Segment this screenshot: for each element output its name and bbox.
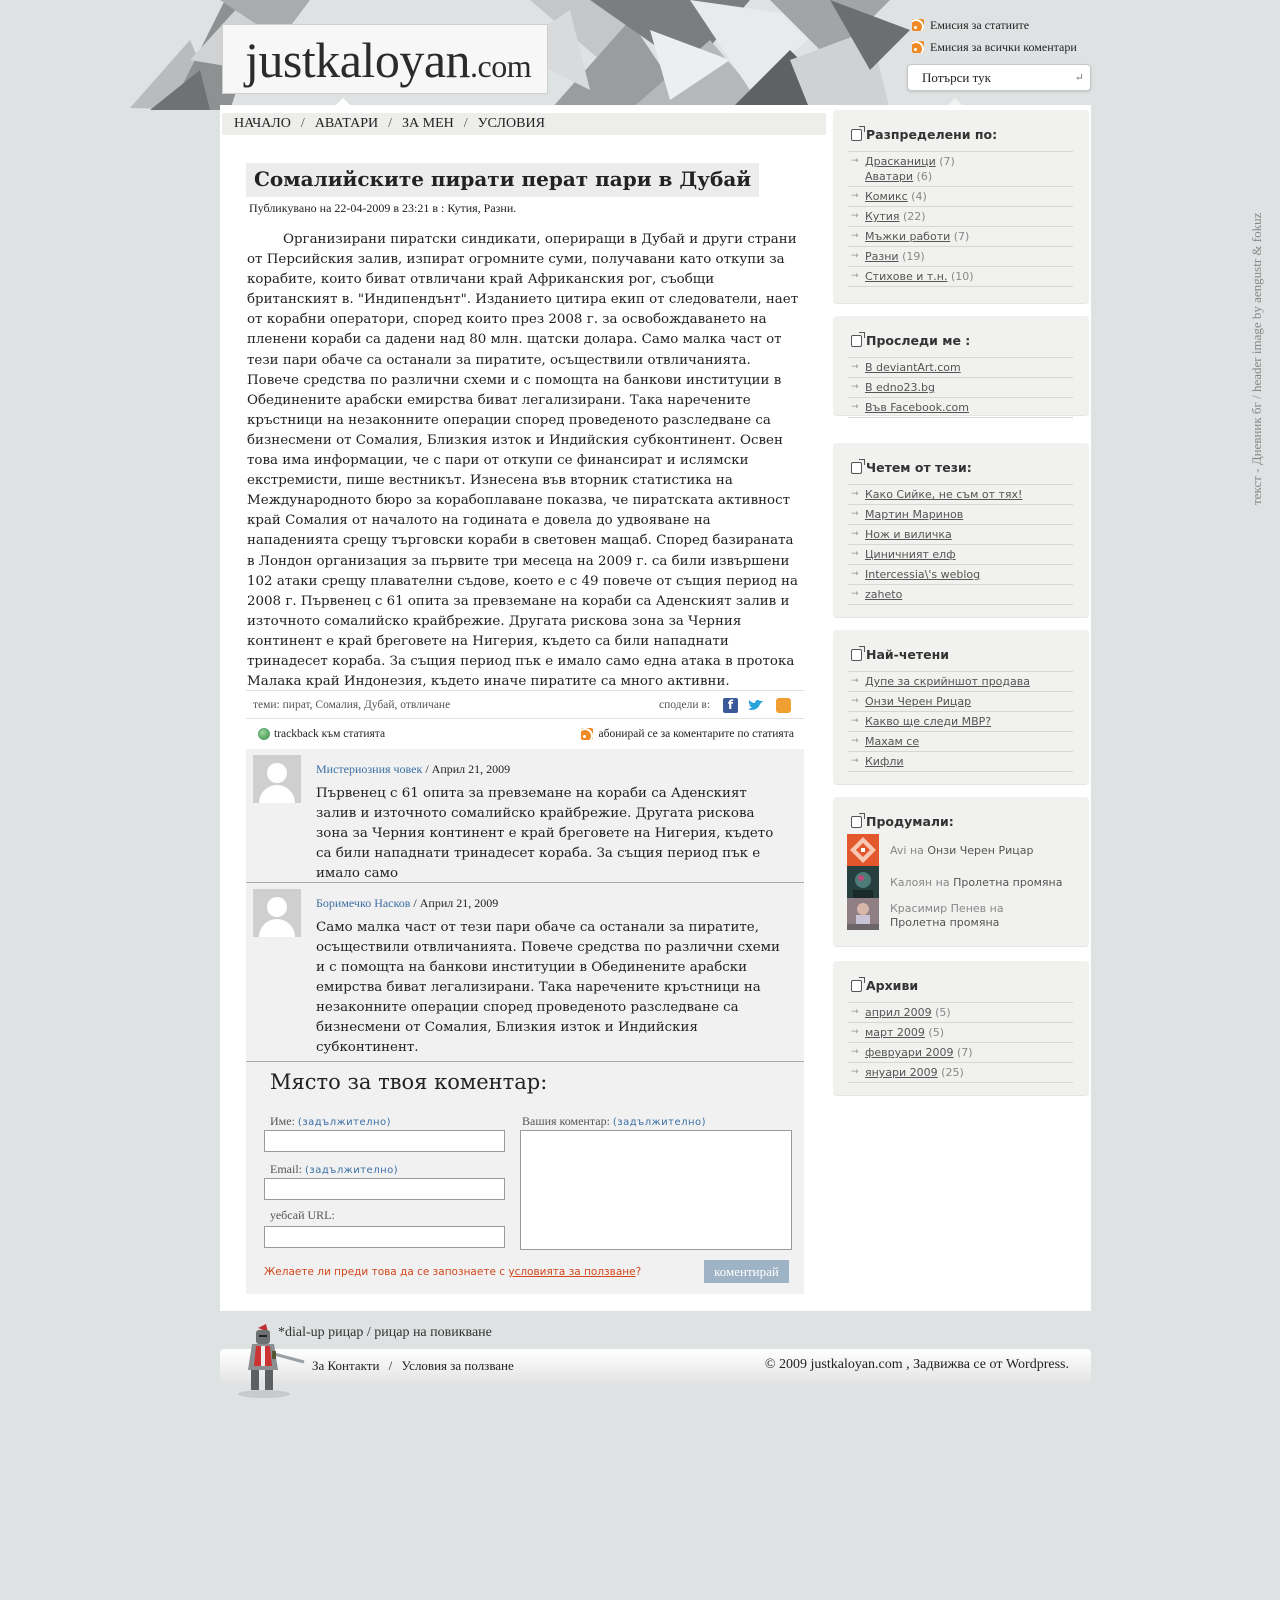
category-item <box>848 227 1073 247</box>
blogroll-list <box>848 484 1073 605</box>
trackback-label: trackback към статията <box>274 728 386 740</box>
comment-date: / Април 21, 2009 <box>422 762 511 776</box>
comment-form <box>246 1062 804 1294</box>
popular-item <box>848 692 1073 712</box>
name-label <box>270 1114 391 1129</box>
category-link[interactable]: Мъжки работи <box>865 230 951 243</box>
archive-link[interactable]: април 2009 <box>865 1006 932 1019</box>
recent-comment-author: Красимир Пенев <box>890 902 987 915</box>
popular-item <box>848 712 1073 732</box>
widget-title-text: Разпределени по: <box>866 127 998 142</box>
recent-comment-text <box>890 876 1080 890</box>
archive-count: (7) <box>953 1046 973 1059</box>
follow-widget <box>833 316 1089 416</box>
name-label-text: Име: <box>270 1114 295 1128</box>
required-note: (задължително) <box>297 1117 392 1128</box>
categories-list <box>848 151 1073 287</box>
category-count: (7) <box>950 230 970 243</box>
archive-count: (25) <box>937 1066 964 1079</box>
post-title: Сомалийските пирати перат пари в Дубай <box>246 163 759 197</box>
popular-item <box>848 732 1073 752</box>
archive-link[interactable]: март 2009 <box>865 1026 925 1039</box>
blogroll-item <box>848 565 1073 585</box>
blogroll-link[interactable]: Циничният елф <box>865 548 956 561</box>
widget-icon <box>851 816 862 828</box>
blogroll-item <box>848 585 1073 605</box>
recent-comment-author: Avi <box>890 844 907 857</box>
recent-comment-item <box>847 898 1077 930</box>
category-count: (6) <box>913 170 933 183</box>
widget-title-text: Най-четени <box>866 647 950 662</box>
category-count: (22) <box>899 210 926 223</box>
recent-comment-item <box>847 834 1077 866</box>
terms-suffix: ? <box>635 1266 642 1278</box>
share-label: сподели в: <box>659 699 711 711</box>
comments-feed-label: Емисия за всички коментари <box>930 39 1077 54</box>
widget-title <box>851 460 972 475</box>
archive-item <box>848 1023 1073 1043</box>
popular-link[interactable]: Дупе за скрийншот продава <box>865 675 1030 688</box>
blogroll-widget <box>833 443 1089 618</box>
widget-title <box>851 127 997 142</box>
comment-author-link[interactable]: Мистериозния човек <box>316 762 423 776</box>
recent-comment-text <box>890 902 1080 930</box>
url-field[interactable] <box>264 1226 505 1248</box>
category-item <box>848 247 1073 267</box>
email-label <box>270 1162 398 1177</box>
post-tags-bar <box>246 690 804 719</box>
category-link[interactable]: Разни <box>865 250 899 263</box>
facebook-icon[interactable]: f <box>723 698 738 713</box>
rss-icon <box>912 41 924 53</box>
nav-separator: / <box>463 116 468 131</box>
recent-comment-author: Калоян <box>890 876 933 889</box>
post-body: Организирани пиратски синдикати, опериращи в Дубай и други страни от Персийския залив, изпират огромните суми, получавани като откупи за корабите, които биват отвличани край Африканския рог, съобщи британският в. "Индипендънт". Изданието цитира екип от следователи, нает от корабни оператори, според които през 2008 г. за освобождаването на пленени кораби са дадени над 80 млн. щатски долара. Само малка част от тези пари обаче са останали за пиратите, осъществили отвличанията. Повече средства по различни схеми и с помощта на банкови институции в Обединените арабски емирства биват легализирани. Така наречените кръстници на незаконните операции според проведеното разследване са бизнесмени от Сомалия, Близкия изток и Индийския субконтинент. Освен това има информации, че с пари от откупи се финансират и ислямски екстремисти, пише вестникът. Изнесена във вторник статистика на Международното бюро за корабоплаване показва, че пиратската активност край Сомалия от началото на годината е довела до удвояване на нападенията срещу търговски кораби в световен мащаб. Според базираната в Лондон организация за първите три месеца на 2009 г. са били извършени 102 атаки срещу плавателни съдове, което е с 49 повече от същия период на 2008 г. Първенец с 61 опита за превземане на кораби са Аденският залив и източното сомалийско крайбрежие. Другата рискова зона за Черния континент е край бреговете на Нигерия, където са били нападнати тринадесет кораба. За същия период пък е имало само една атака в протока Малака край Индонезия, където иначе пиратите са много активни. <box>247 232 799 690</box>
nav-about[interactable]: ЗА МЕН <box>402 116 454 131</box>
widget-icon <box>851 980 862 992</box>
popular-item <box>848 672 1073 692</box>
category-item <box>848 187 1073 207</box>
url-label: уебсай URL: <box>270 1208 335 1222</box>
widget-title-text: Архиви <box>866 978 919 993</box>
feed-links <box>912 14 1077 58</box>
follow-list <box>848 357 1073 418</box>
widget-title-text: Проследи ме : <box>866 333 971 348</box>
follow-item <box>848 398 1073 418</box>
copyright: © 2009 justkaloyan.com , Задвижва се от Wordpress. <box>764 1357 1069 1372</box>
blogroll-link[interactable]: Нож и виличка <box>865 528 952 541</box>
footer-note: *dial-up рицар / рицар на повикване <box>278 1325 492 1340</box>
terms-of-use-link[interactable]: Условия за ползване <box>401 1358 514 1373</box>
terms-link[interactable]: условията за ползване <box>508 1266 636 1278</box>
recent-comment-item <box>847 866 1077 898</box>
commenter-avatar <box>847 866 879 898</box>
blogroll-link[interactable]: Како Сийке, не съм от тях! <box>865 488 1023 501</box>
recent-comment-post-link[interactable]: Пролетна промяна <box>890 916 1000 929</box>
logo-pointer <box>336 98 350 105</box>
archive-count: (5) <box>931 1006 951 1019</box>
post-meta: Публикувано на 22-04-2009 в 23:21 в : Кутия, Разни. <box>249 201 517 215</box>
trackback-link[interactable] <box>258 728 385 740</box>
blogroll-link[interactable]: Мартин Маринов <box>865 508 964 521</box>
twitter-icon[interactable] <box>747 698 762 713</box>
popular-link[interactable]: Махам се <box>865 735 920 748</box>
nav-avatars[interactable]: АВАТАРИ <box>314 116 379 131</box>
post-tags[interactable]: теми: пират, Сомалия, Дубай, отвличане <box>253 699 451 711</box>
globe-icon <box>258 728 270 740</box>
category-link[interactable]: Комикс <box>865 190 908 203</box>
category-link[interactable]: Драсканици <box>865 155 936 168</box>
required-note: (задължително) <box>305 1165 399 1176</box>
category-count: (19) <box>898 250 925 263</box>
search-input[interactable] <box>922 70 1072 86</box>
comment-header <box>316 762 510 777</box>
blogroll-item <box>848 485 1073 505</box>
search-pointer <box>948 98 962 105</box>
category-link[interactable]: Стихове и т.н. <box>865 270 948 283</box>
blogroll-link[interactable]: zaheto <box>865 588 903 601</box>
widget-icon <box>851 335 862 347</box>
enter-icon[interactable]: ↵ <box>1074 71 1084 84</box>
category-item <box>848 267 1073 287</box>
terms-notice <box>264 1266 641 1278</box>
comment-label <box>522 1114 706 1129</box>
archive-count: (5) <box>924 1026 944 1039</box>
widget-title-text: Продумали: <box>866 814 954 829</box>
comment-textarea[interactable] <box>520 1130 792 1250</box>
email-label-text: Email: <box>270 1162 302 1176</box>
popular-link[interactable]: Кифли <box>865 755 904 768</box>
archive-item <box>848 1063 1073 1083</box>
popular-item <box>848 752 1073 772</box>
comments-list <box>246 749 804 1062</box>
archives-widget <box>833 961 1089 1096</box>
submit-comment-button[interactable]: коментирай <box>704 1260 789 1283</box>
archive-item <box>848 1043 1073 1063</box>
comments-feed-link[interactable] <box>912 36 1077 58</box>
comment-item <box>246 749 804 883</box>
blogroll-item <box>848 505 1073 525</box>
form-title: Място за твоя коментар: <box>270 1070 548 1094</box>
category-count: (7) <box>935 155 955 168</box>
recent-comment-on: на <box>906 844 928 857</box>
category-item <box>848 152 1073 187</box>
follow-link[interactable]: Във Facebook.com <box>865 401 969 414</box>
subcategory-item <box>865 168 1073 183</box>
blogroll-item <box>848 545 1073 565</box>
recent-comment-post-link[interactable]: Пролетна промяна <box>953 876 1063 889</box>
widget-title <box>851 333 970 348</box>
comment-date: / Април 21, 2009 <box>410 896 499 910</box>
rss-icon <box>912 19 924 31</box>
follow-item <box>848 358 1073 378</box>
name-field[interactable] <box>264 1130 505 1152</box>
category-item <box>848 207 1073 227</box>
popular-list <box>848 671 1073 772</box>
comment-text: Само малка част от тези пари обаче са останали за пиратите, осъществили отвличанията. Повече средства по различни схеми и с помощта на банкови институции в Обединените арабски емирства биват легализирани. Така наречените кръстници на незаконните операции според проведеното разследване са бизнесмени от Сомалия, Близкия изток и Индийския субконтинент. <box>316 920 780 1055</box>
recent-comment-post-link[interactable]: Онзи Черен Рицар <box>927 844 1034 857</box>
widget-title <box>851 978 918 993</box>
side-credits: текст - Дневник бг / header image by aengustr & fokuz <box>1249 212 1264 505</box>
archive-link[interactable]: февруари 2009 <box>865 1046 954 1059</box>
terms-prefix: Желаете ли преди това да се запознаете с <box>264 1266 509 1278</box>
category-link[interactable]: Кутия <box>865 210 900 223</box>
logo-text: justkaloyan.com <box>245 32 532 88</box>
footer-bar <box>220 1349 1091 1383</box>
nav-separator: / <box>388 116 393 131</box>
widget-icon <box>851 462 862 474</box>
rss-icon <box>581 728 593 740</box>
recent-comment-text <box>890 844 1080 858</box>
comment-label-text: Вашия коментар: <box>522 1114 610 1128</box>
comment-text: Първенец с 61 опита за превземане на кораби са Аденският залив и източното сомалийско крайбрежие. Другата рискова зона за Черния континент е край бреговете на Нигерия, където са били нападнати тринадесет кораба. За същия период пък е имало само <box>316 786 774 881</box>
comment-item <box>246 883 804 1062</box>
widget-icon <box>851 649 862 661</box>
blogroll-item <box>848 525 1073 545</box>
subscribe-label: абонирай се за коментарите по статията <box>598 728 794 740</box>
widget-title <box>851 814 954 829</box>
recent-comments-widget <box>833 797 1089 947</box>
comment-header <box>316 896 498 911</box>
archives-list <box>848 1002 1073 1083</box>
posts-feed-link[interactable] <box>912 14 1077 36</box>
nav-terms[interactable]: УСЛОВИЯ <box>477 116 545 131</box>
widget-title-text: Четем от тези: <box>866 460 972 475</box>
blogroll-link[interactable]: Intercessia\'s weblog <box>865 568 981 581</box>
popular-widget <box>833 630 1089 785</box>
subscribe-comments-link[interactable] <box>581 728 795 740</box>
contacts-link[interactable]: За Контакти <box>312 1358 380 1373</box>
follow-link[interactable]: В edno23.bg <box>865 381 935 394</box>
popular-link[interactable]: Онзи Черен Рицар <box>865 695 972 708</box>
category-count: (10) <box>947 270 974 283</box>
search-box <box>907 64 1091 91</box>
category-count: (4) <box>907 190 927 203</box>
footer-links <box>312 1358 514 1374</box>
categories-widget <box>833 110 1089 304</box>
required-note: (задължително) <box>612 1117 707 1128</box>
commenter-avatar <box>847 834 879 866</box>
recent-comment-on: на <box>986 902 1004 915</box>
avatar <box>253 755 301 803</box>
site-logo[interactable] <box>222 24 548 94</box>
nav-separator: / <box>300 116 305 131</box>
archive-link[interactable]: януари 2009 <box>865 1066 938 1079</box>
category-link[interactable]: Аватари <box>865 170 914 183</box>
popular-link[interactable]: Какво ще следи МВР? <box>865 715 992 728</box>
widget-icon <box>851 129 862 141</box>
trackback-bar <box>246 722 804 748</box>
avatar <box>253 889 301 937</box>
comment-author-link[interactable]: Боримечко Насков <box>316 896 411 910</box>
widget-title <box>851 647 949 662</box>
recent-comment-on: на <box>932 876 954 889</box>
follow-link[interactable]: В deviantArt.com <box>865 361 961 374</box>
follow-item <box>848 378 1073 398</box>
archive-item <box>848 1003 1073 1023</box>
comment-feed-icon[interactable] <box>776 698 791 713</box>
nav-home[interactable]: НАЧАЛО <box>234 116 291 131</box>
main-nav <box>222 113 826 135</box>
footer-separator: / <box>388 1358 393 1373</box>
knight-mascot-icon <box>234 1322 306 1400</box>
email-field[interactable] <box>264 1178 505 1200</box>
commenter-avatar <box>847 898 879 930</box>
posts-feed-label: Емисия за статиите <box>930 17 1030 32</box>
